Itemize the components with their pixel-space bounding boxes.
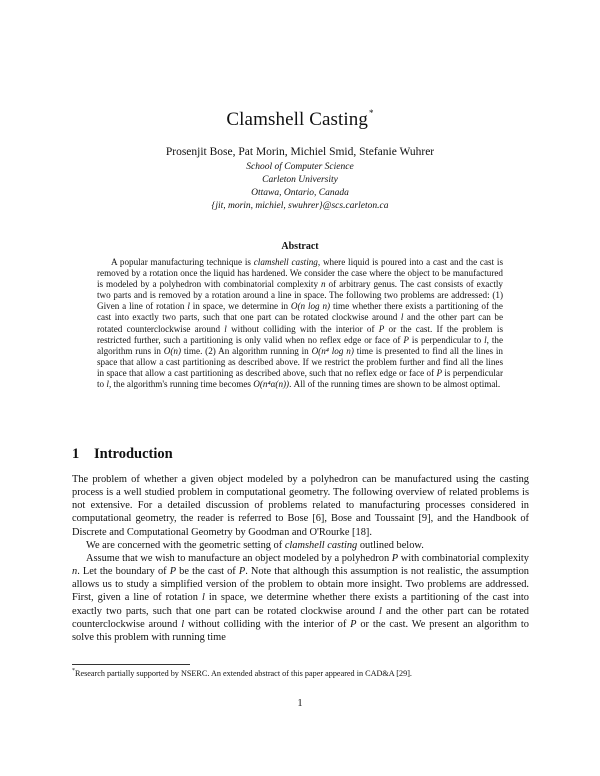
intro-paragraph-2: We are concerned with the geometric setting of clamshell casting outlined below.	[86, 539, 424, 551]
introduction-body	[72, 473, 529, 644]
abstract-heading: Abstract	[281, 241, 319, 252]
section-title: Introduction	[94, 446, 173, 462]
affiliation-school: School of Computer Science	[246, 162, 354, 172]
title-footnote-mark: *	[368, 108, 374, 118]
abstract-paragraph: A popular manufacturing technique is clamshell casting, where liquid is poured into a cast and the cast is removed by a rotation once the liquid has hardened. We consider the case where the object to be manufactured is modeled by a polyhedron with combinatorial complexity n of arbitrary genus. The cast consists of exactly two parts and is removed by a rotation around a line in space. The following two problems are addressed: (1) Given a line of rotation l in space, we determine in O(n log n) time whether there exists a partitioning of the cast into exactly two parts, such that one part can be rotated clockwise around l and the other part can be rotated counterclockwise around l without colliding with the interior of P or the cast. If the problem is restricted further, such a partitioning is only valid when no reflex edge or face of P is perpendicular to l, the algorithm runs in O(n) time. (2) An algorithm running in O(n⁴ log n) time is presented to find all the lines in space that allow a cast partitioning as described above. If we restrict the problem further and find all the lines in space that allow a cast partitioning as described above, such that no reflex edge or face of P is perpendicular to l, the algorithm's running time becomes O(n⁴α(n)). All of the running times are shown to be almost optimal.	[97, 257, 503, 390]
affiliation-city: Ottawa, Ontario, Canada	[251, 188, 349, 198]
intro-paragraph-3: Assume that we wish to manufacture an object modeled by a polyhedron P with combinatorial complexity n. Let the boundary of P be the cast of P. Note that although this assumption is not realistic, the assumption allows us to study a simplified version of the problem to obtain more insight. Two problems are addressed. First, given a line of rotation l in space, we determine whether there exists a partitioning of the cast into exactly two parts, such that one part can be rotated clockwise around l and the other part can be rotated counterclockwise around l without colliding with the interior of P or the cast. We present an algorithm to solve this problem with running time	[72, 552, 530, 643]
footnote-rule	[72, 664, 190, 665]
intro-paragraph-1: The problem of whether a given object modeled by a polyhedron can be manufactured using the casting process is a well studied problem in computational geometry. The following overview of related problems is not extensive. For a detailed discussion of problems related to manufacturing processes considered in computational geometry, the reader is referred to Bose [6], Bose and Toussaint [9], and the Handbook of Discrete and Computational Geometry by Goodman and O'Rourke [18].	[72, 474, 529, 538]
footnote-mark: *	[72, 668, 75, 674]
section-heading	[72, 446, 173, 463]
footnote-text: Research partially supported by NSERC. An extended abstract of this paper appeared in CAD&A [29].	[75, 669, 412, 678]
affiliation-emails: {jit, morin, michiel, swuhrer}@scs.carleton.ca	[211, 201, 389, 211]
footnote	[72, 668, 532, 678]
paper-title: Clamshell Casting*	[226, 108, 374, 130]
affiliation-university: Carleton University	[262, 175, 338, 185]
page-number: 1	[297, 698, 303, 709]
abstract-body	[97, 257, 503, 390]
author-list: Prosenjit Bose, Pat Morin, Michiel Smid, Stefanie Wuhrer	[165, 146, 435, 158]
section-number: 1	[72, 446, 80, 462]
